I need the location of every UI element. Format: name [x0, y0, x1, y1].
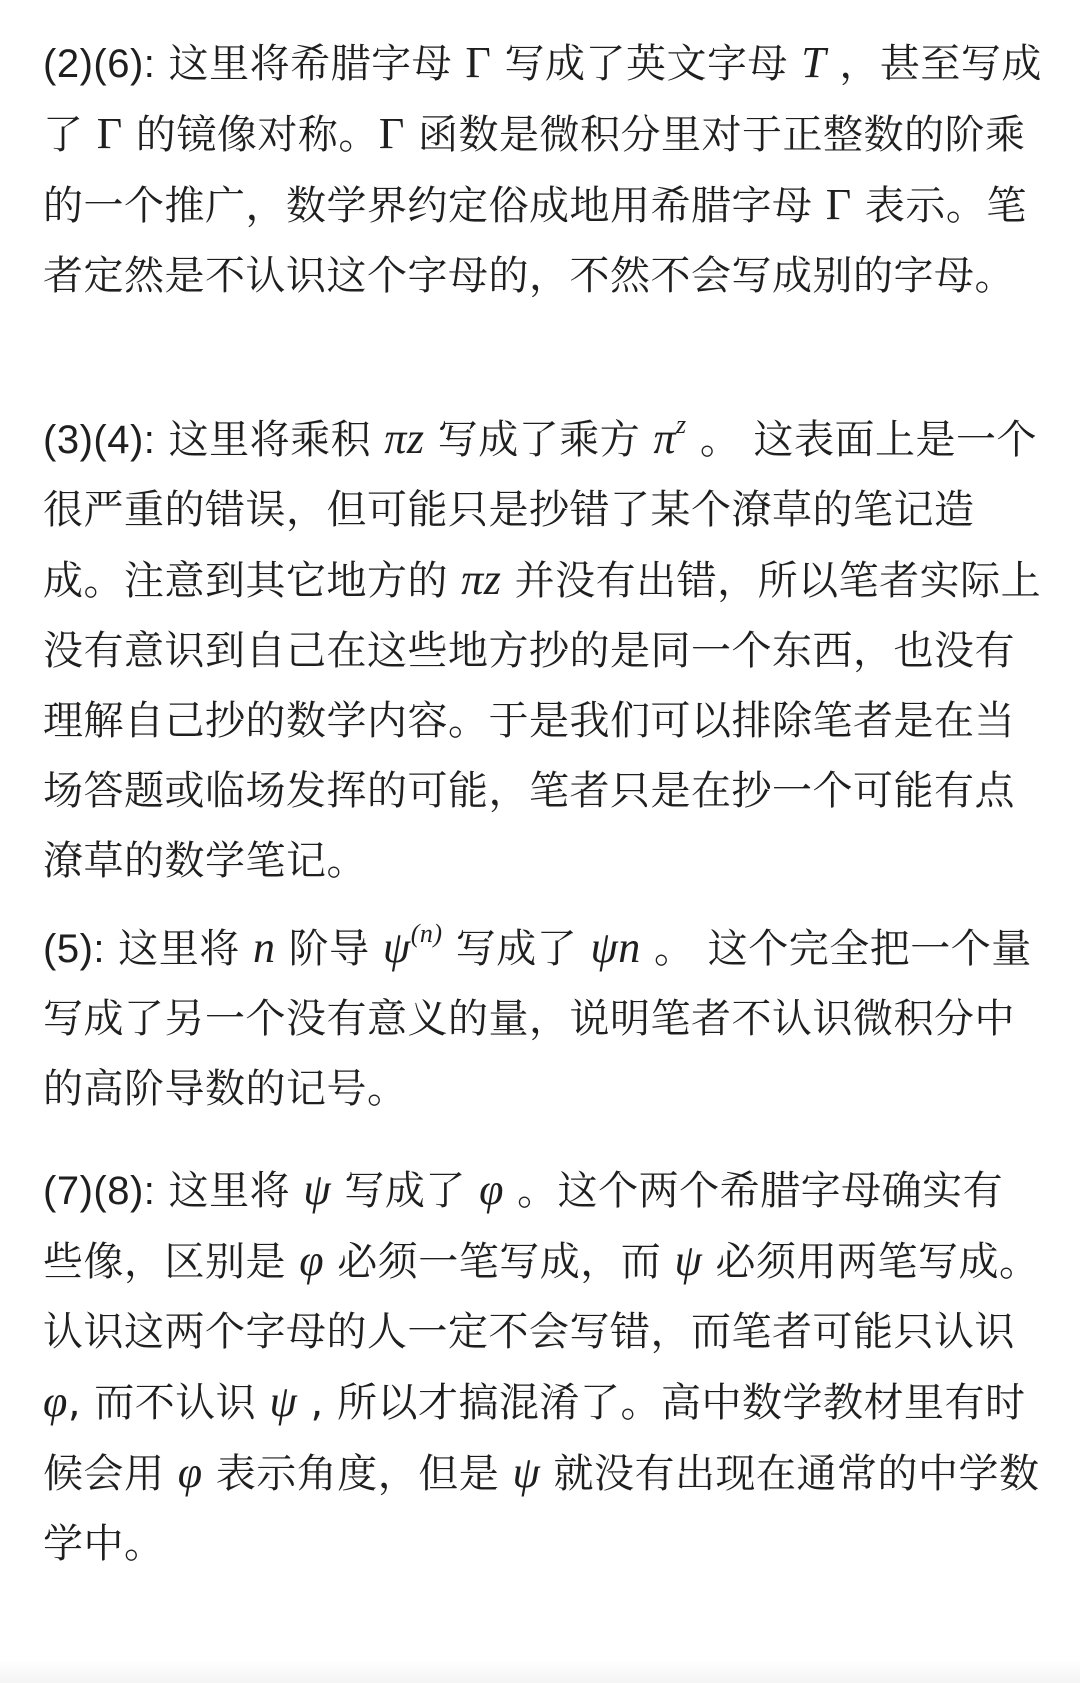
- text-span: 这里将乘积: [155, 417, 385, 463]
- math-exponent: (n): [410, 919, 443, 948]
- math-symbol: πz: [461, 555, 502, 604]
- math-symbol: φ: [299, 1236, 325, 1285]
- note-tag: (3)(4):: [43, 418, 156, 462]
- note-tag: (7)(8):: [43, 1169, 156, 1213]
- math-exponent: z: [675, 410, 687, 439]
- text-span: 必须用两笔写成。认识这两个字母的人一定不会写错，而笔者可能只认识: [43, 1239, 1040, 1355]
- text-span: 函数是微积分里对于正整数的阶乘的一个推广，数学界约定俗成地用希腊字母: [43, 112, 1026, 229]
- text-span: , 所以才搞混淆了。高中数学教材里有时候会用: [43, 1380, 1026, 1497]
- text-span: 写成了乘方: [424, 417, 654, 463]
- text-span: 的镜像对称。: [122, 112, 379, 158]
- text-span: 写成了英文字母: [491, 41, 802, 87]
- text-span: 。 这表面上是一个很严重的错误，但可能只是抄错了某个潦草的笔记造成。注意到其它地方的: [43, 417, 1038, 604]
- math-base: ψ: [382, 923, 411, 972]
- math-symbol: ψ: [269, 1377, 298, 1426]
- text-span: 表示角度，但是: [202, 1451, 513, 1497]
- text-span: 必须一笔写成，而: [324, 1239, 675, 1285]
- text-span: 就没有出现在通常的中学数学中。: [43, 1451, 1040, 1567]
- math-symbol: ψ: [674, 1236, 703, 1285]
- math-symbol: Γ: [825, 180, 852, 229]
- text-span: 。这个两个希腊字母确实有些像，区别是: [43, 1168, 1004, 1285]
- text-span: 这里将希腊字母: [155, 41, 466, 87]
- text-span: ，甚至写成了: [43, 41, 1042, 158]
- paragraph-derivative-note: [43, 913, 1043, 1124]
- note-tag: (5):: [43, 927, 105, 971]
- paragraph-gamma-note: [43, 28, 1043, 311]
- math-power: [653, 410, 687, 463]
- paragraph-product-note: [43, 404, 1043, 896]
- math-power: [382, 919, 443, 972]
- text-span: 并没有出错，所以笔者实际上没有意识到自己在这些地方抄的是同一个东西，也没有理解自己抄的数学内容。于是我们可以排除笔者是在当场答题或临场发挥的可能，笔者只是在抄一个可能有点潦草的数学笔记。: [43, 558, 1042, 884]
- math-symbol: πz: [384, 414, 425, 463]
- math-symbol: n: [252, 923, 276, 972]
- paragraph-psi-phi-note: [43, 1155, 1043, 1579]
- text-span: 写成了: [331, 1168, 480, 1214]
- math-symbol: Γ: [378, 109, 405, 158]
- text-span: 表示。笔者定然是不认识这个字母的，不然不会写成别的字母。: [43, 183, 1027, 299]
- text-span: 阶导: [275, 926, 383, 972]
- math-symbol: ψ: [512, 1448, 541, 1497]
- math-symbol: T: [801, 38, 827, 87]
- text-span: 这里将: [155, 1168, 304, 1214]
- math-symbol: ψn: [590, 923, 641, 972]
- math-base: π: [653, 414, 676, 463]
- text-span: 。 这个完全把一个量写成了另一个没有意义的量，说明笔者不认识微积分中的高阶导数的记号。: [43, 926, 1032, 1112]
- text-span: 这里将: [105, 926, 253, 972]
- math-symbol: ψ: [303, 1165, 332, 1214]
- note-tag: (2)(6):: [43, 42, 156, 86]
- math-symbol: Γ: [465, 38, 492, 87]
- math-symbol: φ: [479, 1165, 504, 1214]
- math-symbol: φ: [177, 1448, 203, 1497]
- math-symbol: φ: [43, 1377, 68, 1426]
- text-span: 写成了: [442, 926, 591, 972]
- math-symbol: Γ: [96, 109, 123, 158]
- text-span: , 而不认识: [67, 1380, 270, 1426]
- bottom-edge-divider: [0, 1660, 1080, 1683]
